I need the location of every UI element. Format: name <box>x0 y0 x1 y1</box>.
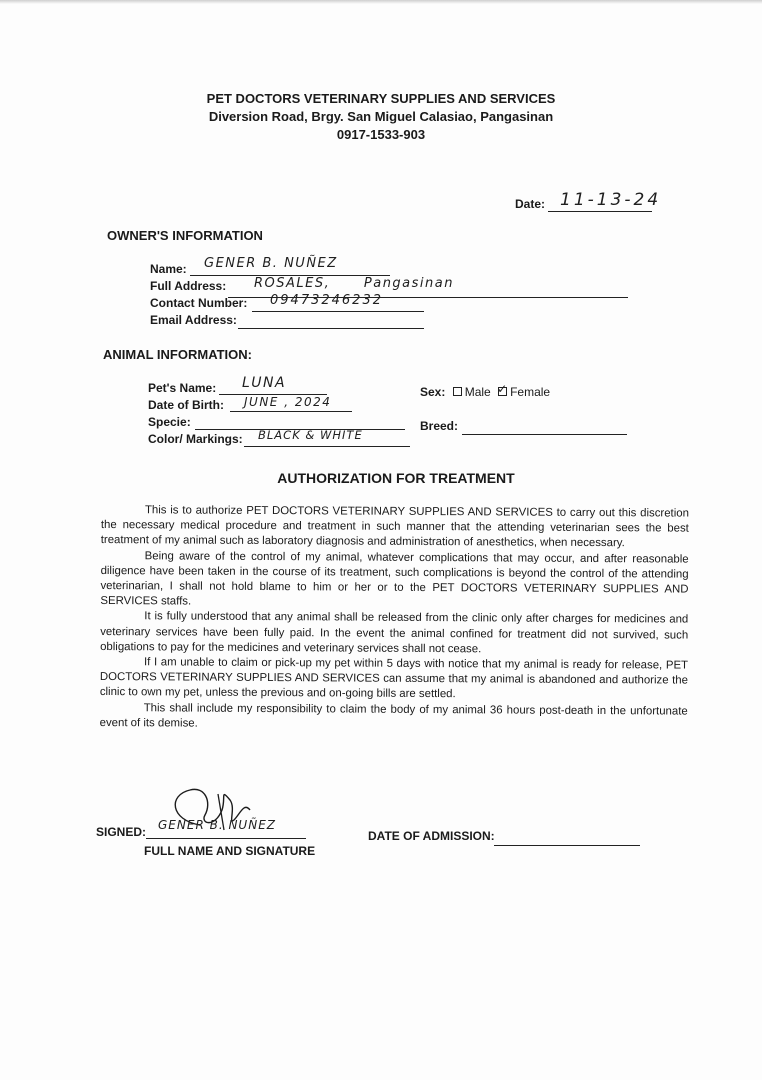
owner-contact-value: 09473246232 <box>270 293 383 308</box>
signature-caption: FULL NAME AND SIGNATURE <box>144 844 316 858</box>
pet-name-label: Pet's Name: <box>148 381 217 395</box>
authorization-title: AUTHORIZATION FOR TREATMENT <box>277 470 515 486</box>
specie-label: Specie: <box>148 415 191 429</box>
authorization-body <box>100 503 689 735</box>
dob-line <box>230 411 352 412</box>
owner-address-value: ROSALES, Pangasinan <box>254 276 454 291</box>
date-line <box>548 211 652 212</box>
authorization-paragraph: This is to authorize PET DOCTORS VETERINARY SUPPLIES AND SERVICES to carry out this discretion the necessary medical procedure and treatment in such manner that the attending veterinarian sees the best treatment of my animal such as laboratory diagnosis and administration of anesthetics, when necessary. <box>100 504 689 550</box>
color-value: BLACK & WHITE <box>258 428 363 442</box>
authorization-paragraph: This shall include my responsibility to claim the body of my animal 36 hours post-death in the unfortunate event of its demise. <box>99 701 688 730</box>
color-line <box>244 446 410 447</box>
sex-male-label: Male <box>464 385 491 399</box>
owner-email-label: Email Address: <box>150 313 237 327</box>
owner-name-value: GENER B. NUÑEZ <box>204 256 338 271</box>
owner-section-title: OWNER'S INFORMATION <box>107 228 263 243</box>
owner-contact-line <box>252 311 424 312</box>
scan-edge <box>0 0 762 4</box>
admission-line <box>494 845 640 846</box>
breed-label: Breed: <box>420 419 459 433</box>
clinic-phone: 0917-1533-903 <box>336 127 426 142</box>
admission-label: DATE OF ADMISSION: <box>368 829 495 843</box>
sex-field <box>420 385 550 399</box>
dob-value: JUNE , 2024 <box>244 395 332 409</box>
date-label: Date: <box>515 197 546 211</box>
color-label: Color/ Markings: <box>148 432 243 446</box>
date-value: 11-13-24 <box>560 190 662 210</box>
authorization-paragraph: It is fully understood that any animal shall be released from the clinic only after charges for medicines and veterinary services have been fully paid. In the event the animal confined for treatment did not survived, such obligations to pay for the medicines and veterinary services shall not cease. <box>100 610 689 656</box>
signed-label: SIGNED: <box>96 825 147 839</box>
clinic-name: PET DOCTORS VETERINARY SUPPLIES AND SERVICES <box>206 91 556 106</box>
sex-female-checkbox[interactable] <box>498 387 507 396</box>
pet-name-value: LUNA <box>242 375 287 391</box>
clinic-address: Diversion Road, Brgy. San Miguel Calasiao, Pangasinan <box>208 109 554 124</box>
signature-line <box>146 838 306 839</box>
animal-section-title: ANIMAL INFORMATION: <box>103 347 252 362</box>
signed-value: GENER B. NUÑEZ <box>158 818 276 832</box>
owner-email-line <box>238 328 424 329</box>
breed-line <box>462 434 627 435</box>
owner-name-label: Name: <box>150 262 187 276</box>
authorization-paragraph: If I am unable to claim or pick-up my pet within 5 days with notice that my animal is ready for release, PET DOCTORS VETERINARY SUPPLIES AND SERVICES can assume that my animal is abandoned and authorize the clinic to own my pet, unless the previous and on-going bills are settled. <box>99 656 689 701</box>
letterhead <box>0 90 762 144</box>
owner-contact-label: Contact Number: <box>150 296 248 310</box>
authorization-paragraph: Being aware of the control of my animal, whatever complications that may occur, and after reasonable diligence have been taken in the course of its treatment, such complications is beyond the control of the attending veterinarian, I shall not hold blame to him or her or to the PET DOCTORS VETERINARY SUPPLIES AND SERVICES staffs. <box>100 549 689 608</box>
sex-male-checkbox[interactable] <box>453 387 462 396</box>
owner-address-label: Full Address: <box>150 279 227 293</box>
sex-label: Sex: <box>420 385 446 399</box>
sex-female-label: Female <box>510 385 551 399</box>
dob-label: Date of Birth: <box>148 398 224 412</box>
